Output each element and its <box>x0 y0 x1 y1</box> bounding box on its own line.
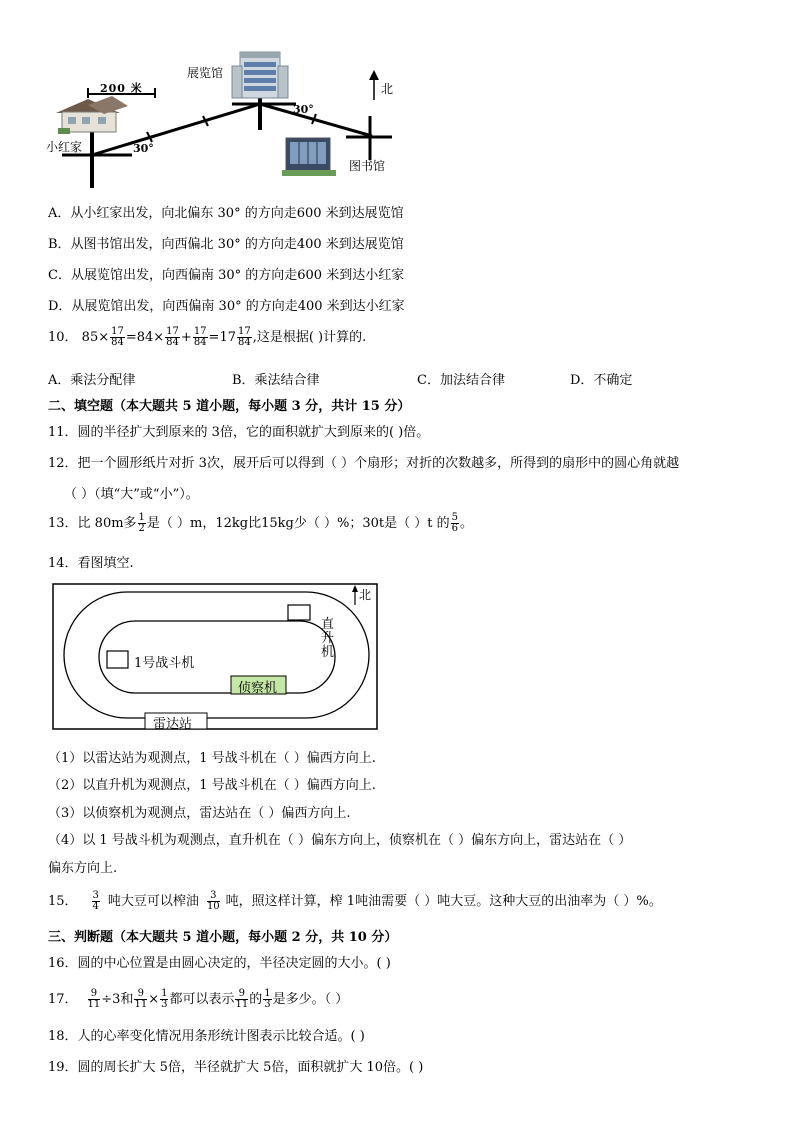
scale-label: 200 米 <box>100 82 143 95</box>
q9-option-a: A．从小红家出发，向北偏东 30° 的方向走600 米到达展览馆 <box>48 206 404 221</box>
q10-fraction-3: $\frac{17}{84}$ <box>193 326 207 348</box>
q9-option-b: B．从图书馆出发，向西偏北 30° 的方向走400 米到达展览馆 <box>48 237 404 252</box>
q10-mid2: =17 <box>208 330 236 345</box>
q17-part-c: × <box>148 992 160 1007</box>
q10-fraction-4: $\frac{17}{84}$ <box>237 326 251 348</box>
library-label: 图书馆 <box>349 159 386 173</box>
q16: 16．圆的中心位置是由圆心决定的，半径决定圆的大小。( ) <box>48 956 391 971</box>
q13-part-b: 是（ ）m，12kg比15kg少（ ）%；30t是（ ）t 的 <box>146 516 450 531</box>
north-label: 北 <box>381 82 394 96</box>
q14-item-3: （3）以侦察机为观测点，雷达站在（ ）偏西方向上. <box>48 806 351 821</box>
q10-plus: + <box>180 330 192 345</box>
section-2-heading: 二、填空题（本大题共 5 道小题，每小题 3 分，共计 15 分） <box>48 399 411 414</box>
q10-prefix: 10． 85× <box>48 330 110 345</box>
q18: 18．人的心率变化情况用条形统计图表示比较合适。( ) <box>48 1029 365 1044</box>
q10-suffix: ,这是根据( )计算的. <box>252 330 367 345</box>
q13-part-c: 。 <box>459 516 473 531</box>
q17-fraction-3: $\frac{1}{3}$ <box>161 988 168 1010</box>
recon-label: 侦察机 <box>238 681 278 696</box>
q14-item-1: （1）以雷达站为观测点，1 号战斗机在（ ）偏西方向上. <box>48 751 376 766</box>
q13-fraction-1: $\frac{1}{2}$ <box>138 512 145 534</box>
q17-part-f: 是多少。（ ） <box>272 992 349 1007</box>
q14-item-2: （2）以直升机为观测点，1 号战斗机在（ ）偏西方向上. <box>48 778 376 793</box>
q15-part-b: 吨大豆可以榨油 <box>107 894 199 909</box>
fighter-label: 1号战斗机 <box>134 656 195 671</box>
q12-line2: （ ）（填“大”或“小”）。 <box>64 487 199 502</box>
q10-option-d: D．不确定 <box>570 373 633 388</box>
exhibition-label: 展览馆 <box>187 66 224 80</box>
q13-part-a: 13．比 80m多 <box>48 516 137 531</box>
q17-fraction-4: $\frac{9}{11}$ <box>235 988 249 1010</box>
q15-fraction-2: $\frac{3}{10}$ <box>206 890 220 912</box>
q15-part-c: 吨，照这样计算，榨 1吨油需要（ ）吨大豆。这种大豆的出油率为（ ）%。 <box>225 894 662 909</box>
q17-part-e: 的 <box>249 992 263 1007</box>
q14-item-4: （4）以 1 号战斗机为观测点，直升机在（ ）偏东方向上，侦察机在（ ）偏东方向上，雷达站在（ ） <box>48 833 632 848</box>
q17-part-d: 都可以表示 <box>169 992 235 1007</box>
fighter-box <box>107 651 128 668</box>
q12-line1: 12．把一个圆形纸片对折 3次，展开后可以得到（ ）个扇形；对折的次数越多，所得到的扇形中的圆心角就越 <box>48 456 680 471</box>
q17-part-a: 17． <box>48 992 78 1007</box>
q9-option-c: C．从展览馆出发，向西偏南 30° 的方向走600 米到达小红家 <box>48 268 405 283</box>
q14-title: 14．看图填空. <box>48 556 134 571</box>
q10-option-b: B．乘法结合律 <box>232 373 320 388</box>
q14-item-4-cont: 偏东方向上. <box>48 861 118 876</box>
q17-fraction-2: $\frac{9}{11}$ <box>134 988 148 1010</box>
q10-option-a: A．乘法分配律 <box>48 373 136 388</box>
q17 <box>48 988 348 1010</box>
q11: 11．圆的半径扩大到原来的 3倍，它的面积就扩大到原来的( )倍。 <box>48 425 430 440</box>
helicopter-box <box>288 605 310 620</box>
q17-fraction-5: $\frac{1}{3}$ <box>264 988 271 1010</box>
section-3-heading: 三、判断题（本大题共 5 道小题，每小题 2 分，共 10 分） <box>48 930 398 945</box>
q15 <box>48 890 662 912</box>
helicopter-label: 直升机 <box>321 617 335 660</box>
angle-label-home: 30° <box>133 142 154 155</box>
radar-label: 雷达站 <box>153 717 193 732</box>
angle-label-exhibition: 30° <box>293 103 314 116</box>
q10-fraction-2: $\frac{17}{84}$ <box>166 326 179 348</box>
q9-option-d: D．从展览馆出发，向西偏南 30° 的方向走400 米到达小红家 <box>48 299 405 314</box>
q15-part-a: 15． <box>48 894 78 909</box>
q19: 19．圆的周长扩大 5倍，半径就扩大 5倍，面积就扩大 10倍。( ) <box>48 1060 424 1075</box>
q10-option-c: C．加法结合律 <box>417 373 505 388</box>
q15-fraction-1: $\frac{3}{4}$ <box>92 890 99 912</box>
q13-fraction-2: $\frac{5}{6}$ <box>451 512 458 534</box>
q17-part-b: ÷3和 <box>101 992 134 1007</box>
home-label: 小红家 <box>46 140 83 154</box>
track-north-label: 北 <box>359 588 372 602</box>
q10-fraction-1: $\frac{17}{84}$ <box>111 326 124 348</box>
q17-fraction-1: $\frac{9}{11}$ <box>87 988 101 1010</box>
q10-mid1: =84× <box>125 330 165 345</box>
